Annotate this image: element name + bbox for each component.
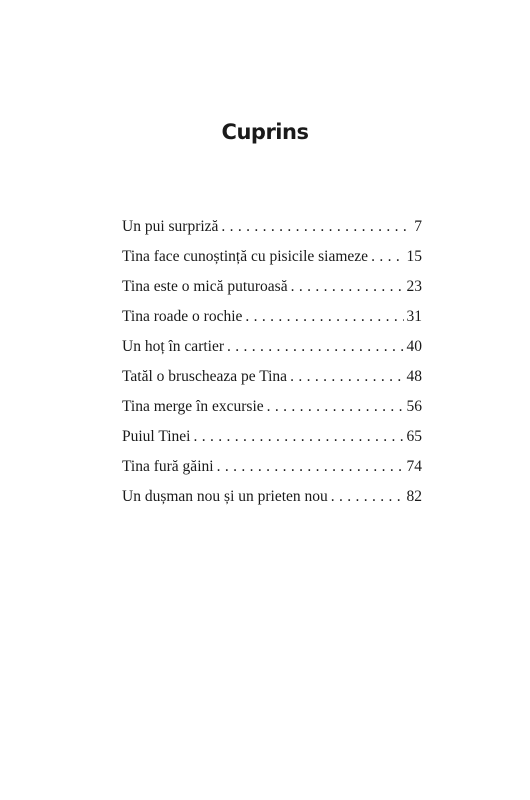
page-title: Cuprins: [221, 120, 309, 144]
toc-entry-title: Tina roade o rochie: [122, 308, 243, 325]
toc-entry-page: 23: [406, 278, 422, 295]
toc-dot-leader: [331, 488, 404, 506]
toc-dot-leader: [194, 428, 404, 446]
toc-entry-title: Un hoț în cartier: [122, 338, 225, 355]
toc-entry: [122, 368, 422, 398]
toc-entry: [122, 248, 422, 278]
toc-entry: [122, 458, 422, 488]
toc-entry-page: 31: [406, 308, 422, 325]
toc-entry-title: Tina este o mică puturoasă: [122, 278, 288, 295]
toc-entry-title: Un dușman nou și un prieten nou: [122, 488, 328, 505]
toc-dot-leader: [245, 308, 403, 326]
toc-entry-page: 7: [414, 218, 422, 235]
toc-entry: [122, 278, 422, 308]
toc-entry-title: Puiul Tinei: [122, 428, 191, 445]
toc-entry-page: 56: [406, 398, 422, 415]
toc-entry: [122, 488, 422, 518]
table-of-contents: [122, 218, 422, 518]
toc-entry-page: 65: [406, 428, 422, 445]
toc-entry-page: 48: [406, 368, 422, 385]
toc-entry-title: Tina fură găini: [122, 458, 214, 475]
toc-entry: [122, 218, 422, 248]
toc-dot-leader: [291, 278, 404, 296]
toc-entry-page: 74: [406, 458, 422, 475]
toc-entry-title: Un pui surpriză: [122, 218, 219, 235]
toc-entry-page: 82: [406, 488, 422, 505]
toc-entry: [122, 398, 422, 428]
toc-entry-page: 15: [406, 248, 422, 265]
toc-entry-title: Tatăl o bruscheaza pe Tina: [122, 368, 288, 385]
toc-entry: [122, 338, 422, 368]
toc-entry: [122, 428, 422, 458]
toc-dot-leader: [290, 368, 403, 386]
toc-entry-page: 40: [406, 338, 422, 355]
toc-dot-leader: [217, 458, 404, 476]
toc-dot-leader: [371, 248, 403, 266]
toc-entry-title: Tina face cunoștință cu pisicile siameze: [122, 248, 369, 265]
toc-entry-title: Tina merge în excursie: [122, 398, 264, 415]
toc-dot-leader: [267, 398, 404, 416]
toc-entry: [122, 308, 422, 338]
toc-dot-leader: [221, 218, 411, 236]
toc-dot-leader: [227, 338, 403, 356]
